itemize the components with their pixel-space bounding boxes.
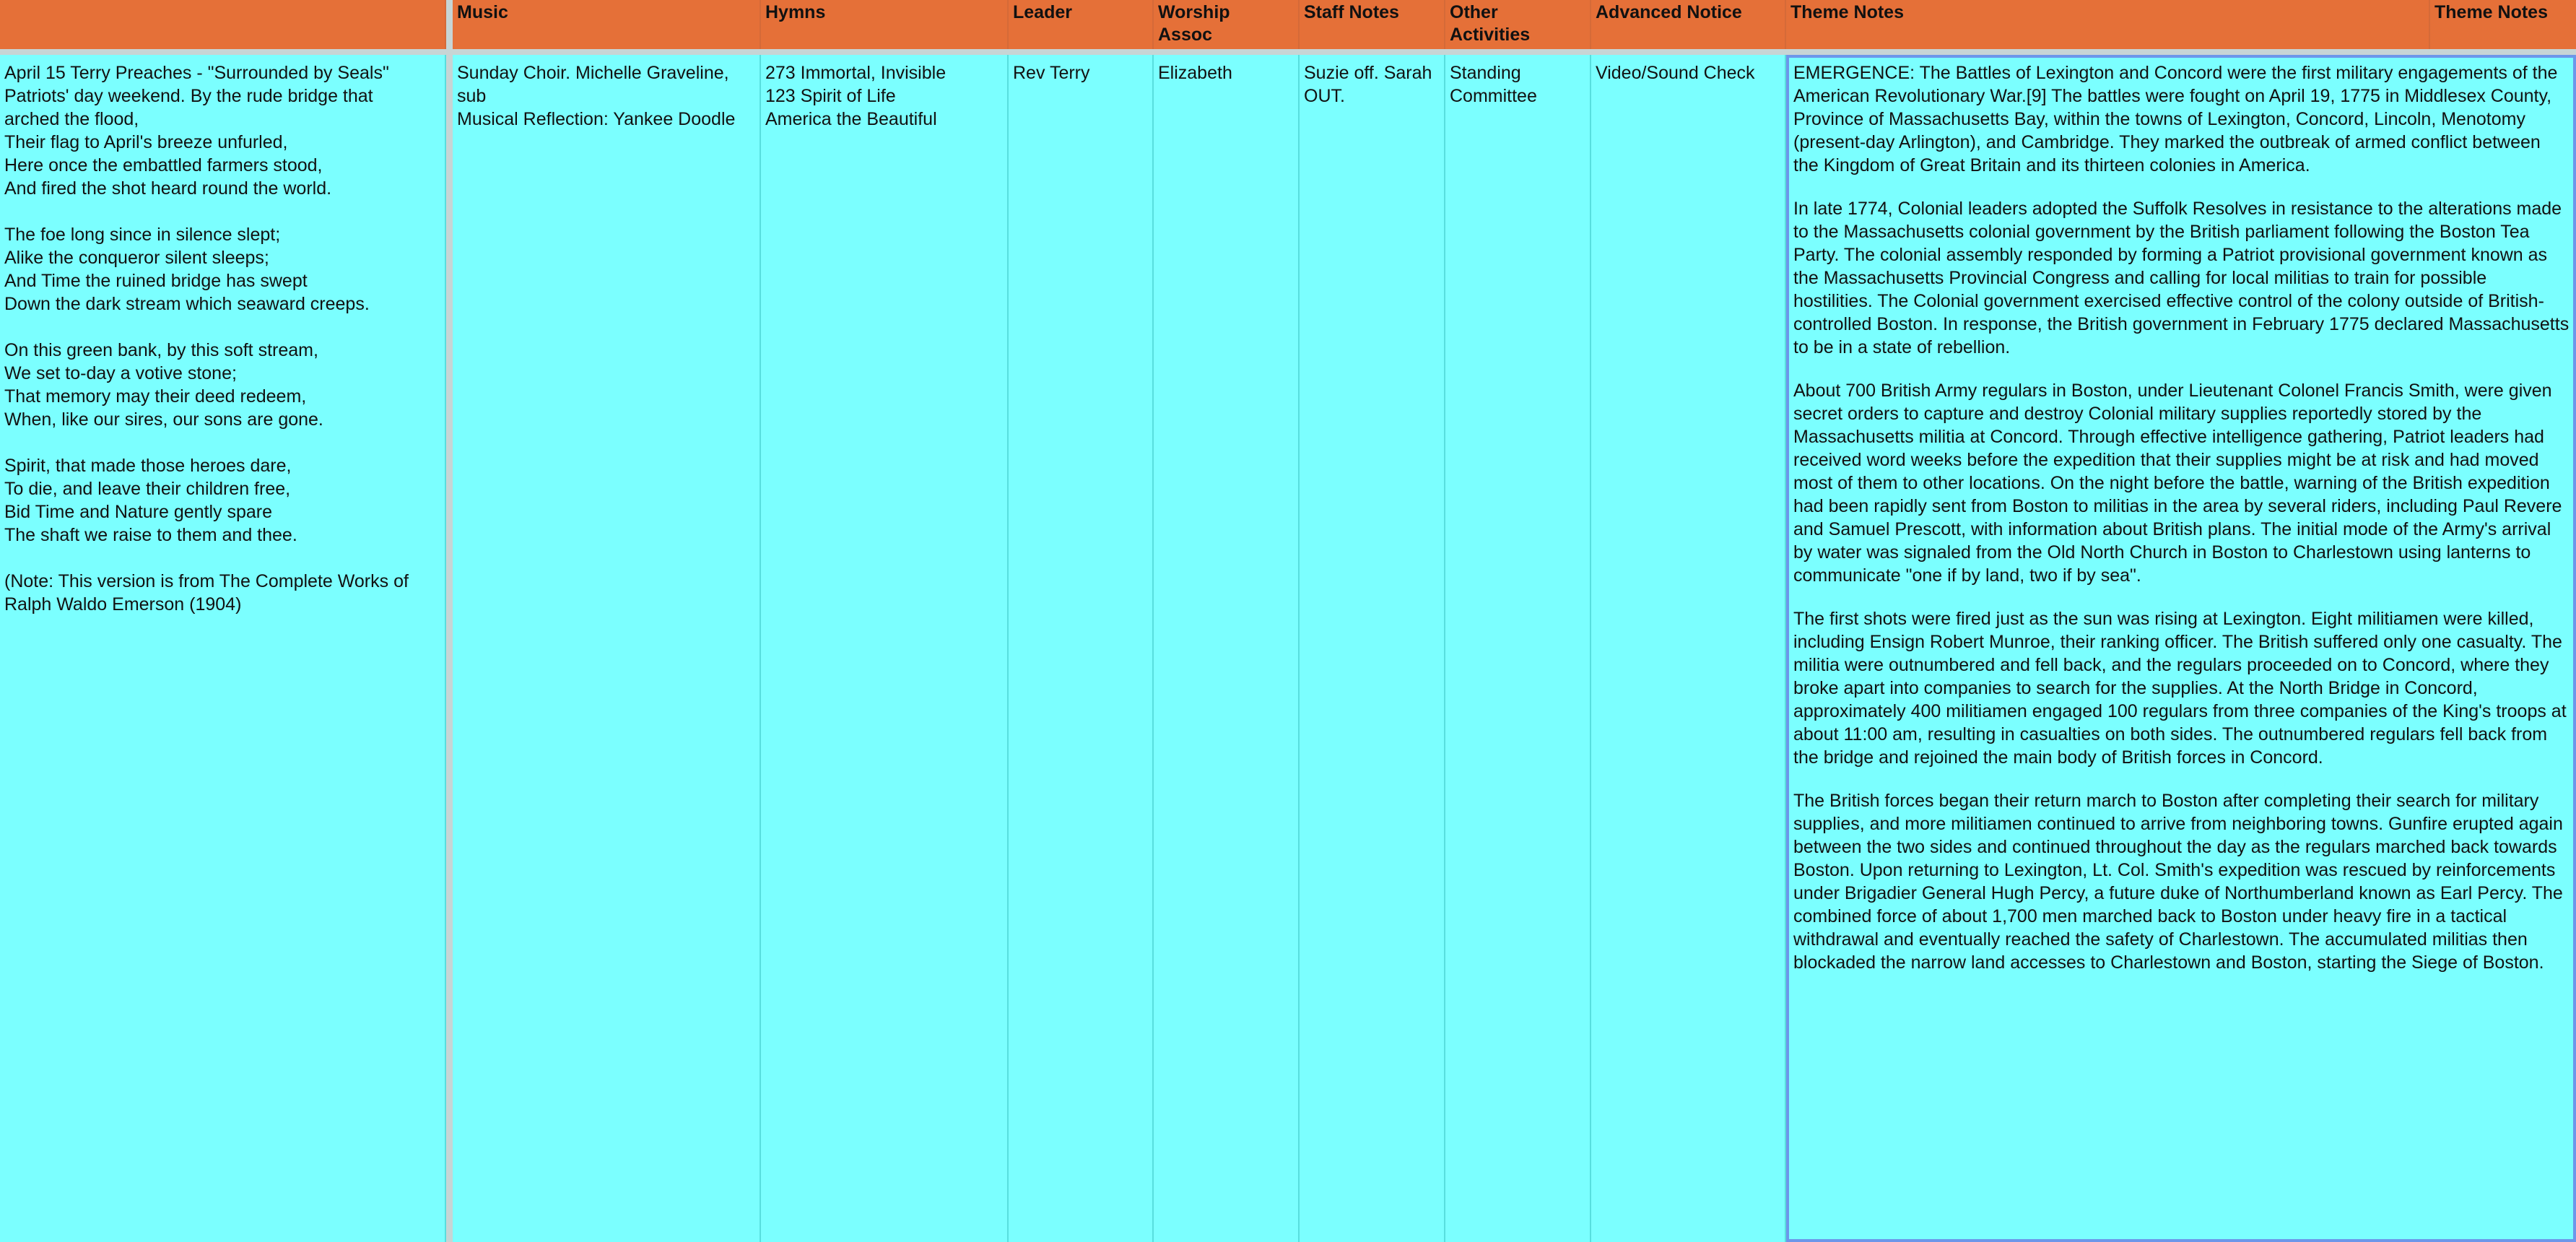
header-theme-notes[interactable]: Theme Notes [1786, 0, 2430, 49]
staff-notes-cell[interactable]: Suzie off. Sarah OUT. [1300, 55, 1445, 1242]
theme-paragraph-1: EMERGENCE: The Battles of Lexington and Concord were the first military engagements of the American Revolutionary War.[9] The battles were fought on April 19, 1775 in Middlesex County, Province of Massachusetts Bay, within the towns of Lexington, Concord, Lincoln, Menotomy (present-day Arlington), and Cambridge. They marked the outbreak of armed conflict between the Kingdom of Great Britain and its thirteen colonies in America. [1793, 63, 2558, 175]
date-title-cell[interactable]: April 15 Terry Preaches - "Surrounded by Seals" Patriots' day weekend. By the rude bridge that arched the flood, Their flag to April's breeze unfurled, Here once the embattled farmers stood, And fired the shot heard round the world. The foe long since in silence slept; Alike the conqueror silent sleeps; And Time the ruined bridge has swept Down the dark stream which seaward creeps. On this green bank, by this soft stream, We set to-day a votive stone; That memory may their deed redeem, When, like our sires, our sons are gone. Spirit, that made those heroes dare, To die, and leave their children free, Bid Time and Nature gently spare The shaft we raise to them and thee. (Note: This version is from The Complete Works of Ralph Waldo Emerson (1904) [0, 55, 446, 1242]
header-row [0, 0, 2576, 49]
worship-assoc-cell[interactable]: Elizabeth [1154, 55, 1300, 1242]
leader-cell[interactable]: Rev Terry [1009, 55, 1154, 1242]
frozen-column-divider[interactable] [446, 0, 453, 1242]
header-hymns[interactable]: Hymns [761, 0, 1009, 49]
other-activities-cell[interactable]: Standing Committee [1445, 55, 1591, 1242]
header-worship-assoc[interactable]: Worship Assoc [1154, 0, 1300, 49]
header-separator [0, 49, 2576, 55]
hymns-cell[interactable]: 273 Immortal, Invisible 123 Spirit of Life America the Beautiful [761, 55, 1009, 1242]
theme-paragraph-2: In late 1774, Colonial leaders adopted the Suffolk Resolves in resistance to the alterations made to the Massachusetts colonial government by the British parliament following the Boston Tea Party. The colonial assembly responded by forming a Patriot provisional government known as the Massachusetts Provincial Congress and calling for local militias to train for possible hostilities. The Colonial government exercised effective control of the colony outside of British-controlled Boston. In response, the British government in February 1775 declared Massachusetts to be in a state of rebellion. [1793, 199, 2570, 357]
theme-paragraph-3: About 700 British Army regulars in Boston, under Lieutenant Colonel Francis Smith, were given secret orders to capture and destroy Colonial military supplies reportedly stored by the Massachusetts militia at Concord. Through effective intelligence gathering, Patriot leaders had received word weeks before the expedition that their supplies might be at risk and had moved most of them to other locations. On the night before the battle, warning of the British expedition had been rapidly sent from Boston to militias in the area by several riders, including Paul Revere and Samuel Prescott, with information about British plans. The initial mode of the Army's arrival by water was signaled from the Old North Church in Boston to Charlestown using lanterns to communicate "one if by land, two if by sea". [1793, 381, 2562, 586]
header-other-activities[interactable]: Other Activities [1445, 0, 1591, 49]
header-staff-notes[interactable]: Staff Notes [1300, 0, 1445, 49]
table-row [0, 55, 2576, 1242]
header-music[interactable]: Music [453, 0, 761, 49]
theme-paragraph-5: The British forces began their return march to Boston after completing their search for military supplies, and more militiamen continued to arrive from neighboring towns. Gunfire erupted again between the two sides and continued throughout the day as the regulars marched back towards Boston. Upon returning to Lexington, Lt. Col. Smith's expedition was rescued by reinforcements under Brigadier General Hugh Percy, a future duke of Northumberland known as Earl Percy. The combined force of about 1,700 men marched back to Boston under heavy fire in a tactical withdrawal and eventually reached the safety of Charlestown. The accumulated militias then blockaded the narrow land accesses to Charlestown and Boston, starting the Siege of Boston. [1793, 791, 2563, 973]
header-theme-notes-2[interactable]: Theme Notes [2430, 0, 2576, 49]
header-advanced-notice[interactable]: Advanced Notice [1591, 0, 1786, 49]
theme-paragraph-4: The first shots were fired just as the sun was rising at Lexington. Eight militiamen were killed, including Ensign Robert Munroe, their ranking officer. The British suffered only one casualty. The militia were outnumbered and fell back, and the regulars proceeded on to Concord, where they broke apart into companies to search for the supplies. At the North Bridge in Concord, approximately 400 militiamen engaged 100 regulars from three companies of the King's troops at about 11:00 am, resulting in casualties on both sides. The outnumbered regulars fell back from the bridge and rejoined the main body of British forces in Concord. [1793, 609, 2567, 768]
theme-notes-cell[interactable] [1786, 55, 2576, 1242]
advanced-notice-cell[interactable]: Video/Sound Check [1591, 55, 1786, 1242]
header-blank[interactable] [0, 0, 446, 49]
music-cell[interactable]: Sunday Choir. Michelle Graveline, sub Musical Reflection: Yankee Doodle [453, 55, 761, 1242]
header-leader[interactable]: Leader [1009, 0, 1154, 49]
